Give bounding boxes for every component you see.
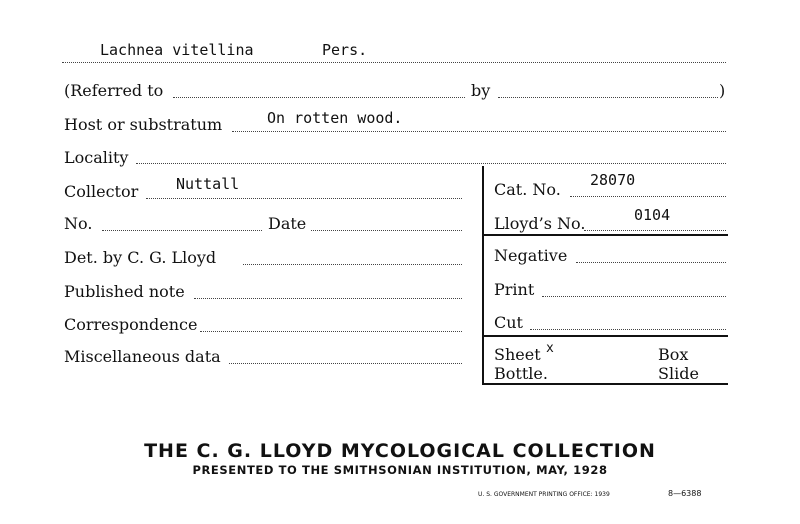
collection-title: THE C. G. LLOYD MYCOLOGICAL COLLECTION [144, 440, 656, 462]
date-line [311, 230, 462, 231]
box-label: Box [658, 345, 689, 364]
box-left-border [482, 166, 484, 385]
lloyd-number-value: 0104 [634, 206, 671, 224]
print-label: Print [494, 280, 535, 299]
host-value: On rotten wood. [267, 109, 403, 127]
negative-label: Negative [494, 246, 568, 265]
species-underline [62, 62, 726, 63]
by-label: by [471, 81, 491, 100]
box-bottom-border [482, 383, 728, 385]
date-label: Date [268, 214, 307, 233]
catalog-number-value: 28070 [590, 171, 636, 189]
negative-line [576, 262, 726, 263]
lloyd-number-line [584, 230, 726, 231]
referred-to-label: (Referred to [64, 81, 164, 100]
species-author: Pers. [322, 41, 368, 59]
lloyd-number-label: Lloyd’s No. [494, 214, 586, 233]
correspondence-line [200, 331, 462, 332]
miscellaneous-line [229, 363, 462, 364]
number-line [102, 230, 262, 231]
collector-label: Collector [64, 182, 139, 201]
collection-subtitle: PRESENTED TO THE SMITHSONIAN INSTITUTION, MAY, 1928 [192, 463, 608, 477]
catalog-number-label: Cat. No. [494, 180, 561, 199]
published-note-line [194, 298, 462, 299]
published-note-label: Published note [64, 282, 185, 301]
box-divider-upper [482, 234, 728, 236]
referred-to-line [173, 97, 465, 98]
form-number: 8—6388 [668, 489, 702, 498]
collector-value: Nuttall [176, 175, 240, 193]
host-label: Host or substratum [64, 115, 223, 134]
determined-by-line [243, 264, 462, 265]
cut-line [530, 329, 726, 330]
host-line [232, 131, 726, 132]
printing-office-note: U. S. GOVERNMENT PRINTING OFFICE: 1939 [478, 491, 610, 498]
print-line [542, 296, 726, 297]
miscellaneous-label: Miscellaneous data [64, 347, 221, 366]
species-name: Lachnea vitellina [100, 41, 254, 59]
box-divider-lower [482, 335, 728, 337]
correspondence-label: Correspondence [64, 315, 198, 334]
sheet-label: Sheet [494, 345, 541, 364]
sheet-mark: x [546, 341, 554, 356]
determined-by-label: Det. by C. G. Lloyd [64, 248, 217, 267]
locality-line [136, 163, 726, 164]
slide-label: Slide [658, 364, 699, 383]
number-label: No. [64, 214, 93, 233]
bottle-label: Bottle. [494, 364, 548, 383]
collector-line [146, 198, 462, 199]
locality-label: Locality [64, 148, 129, 167]
cut-label: Cut [494, 313, 523, 332]
by-line [498, 97, 718, 98]
close-paren: ) [719, 81, 726, 100]
catalog-number-line [570, 196, 726, 197]
